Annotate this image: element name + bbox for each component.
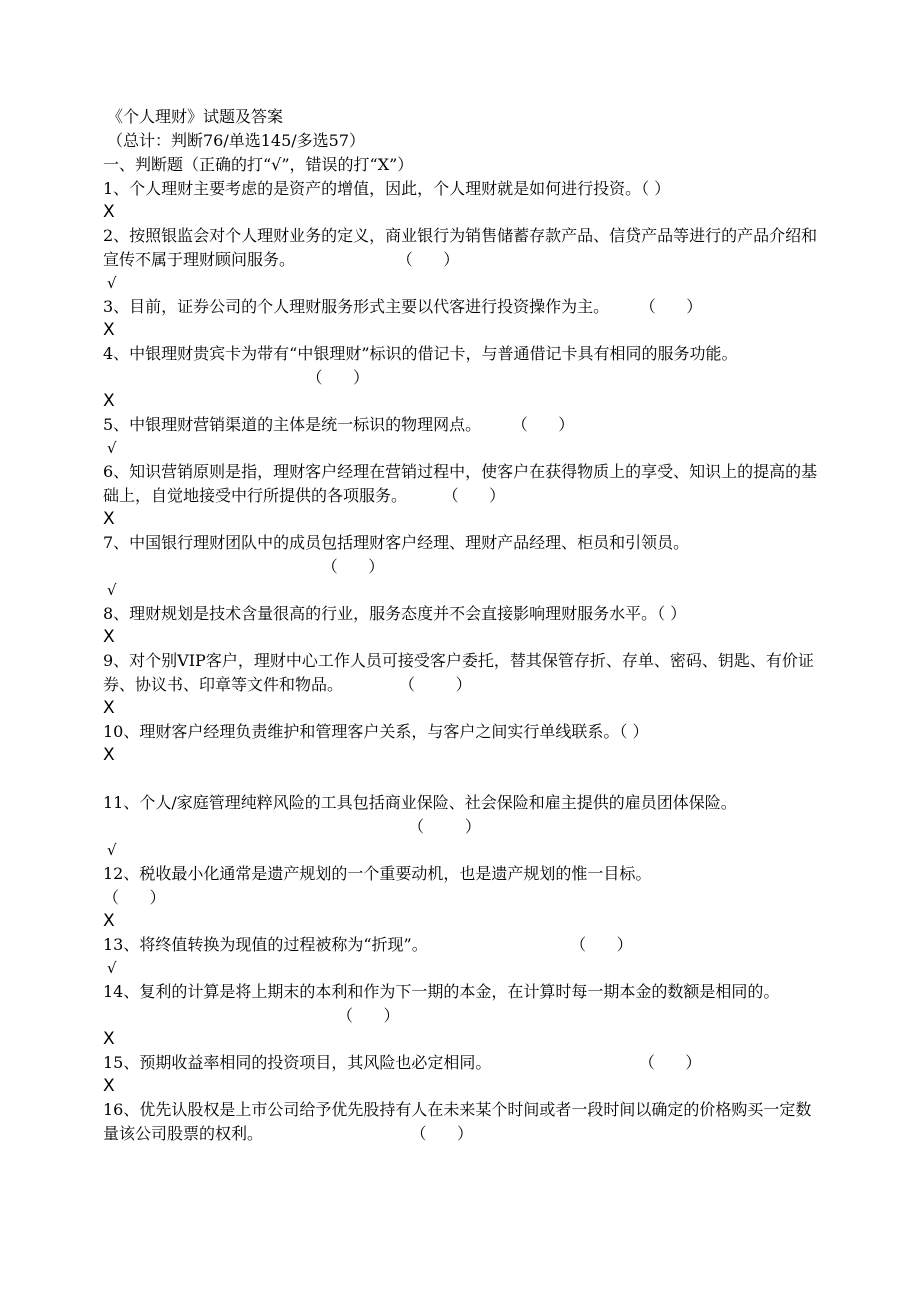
answer-blank: （ ） [103, 1006, 400, 1025]
answer-blank: （ ） [407, 486, 506, 505]
answer-9: X [103, 698, 115, 718]
question-10 [103, 720, 823, 744]
question-12 [103, 862, 823, 886]
blank-spacer [103, 767, 825, 791]
question-text: 9、对个别VIP客户，理财中心工作人员可接受客户委托，替其保管存折、存单、密码、钥匙、有价证券、协议书、印章等文件和物品。 [103, 651, 814, 694]
question-text: 3、目前，证券公司的个人理财服务形式主要以代客进行投资操作为主。 [103, 297, 610, 316]
question-8 [103, 602, 823, 626]
question-7 [103, 531, 823, 579]
question-11 [103, 791, 823, 839]
question-13 [103, 933, 823, 957]
question-5 [103, 413, 823, 437]
question-6 [103, 460, 823, 508]
question-2 [103, 224, 823, 272]
answer-blank: （ ） [103, 368, 369, 387]
answer-blank: （ ） [295, 250, 460, 269]
answer-1: X [103, 202, 115, 222]
question-3 [103, 295, 823, 319]
question-1 [103, 177, 823, 201]
answer-blank: （ ） [103, 817, 481, 836]
question-text: 16、优先认股权是上市公司给予优先股持有人在未来某个时间或者一段时间以确定的价格购买一定数量该公司股票的权利。 [103, 1100, 812, 1143]
answer-blank: （ ） [103, 888, 166, 907]
document-body [103, 105, 825, 1146]
question-text: 10、理财客户经理负责维护和管理客户关系，与客户之间实行单线联系。（ ） [103, 722, 649, 741]
question-text: 5、中银理财营销渠道的主体是统一标识的物理网点。 [103, 415, 482, 434]
question-text: 1、个人理财主要考虑的是资产的增值，因此，个人理财就是如何进行投资。（ ） [103, 179, 671, 198]
question-15 [103, 1051, 823, 1075]
question-text: 6、知识营销原则是指，理财客户经理在营销过程中，使客户在获得物质上的享受、知识上的提高的基础上，自觉地接受中行所提供的各项服务。 [103, 462, 818, 505]
question-text: 14、复利的计算是将上期末的本利和作为下一期的本金，在计算时每一期本金的数额是相同的。 [103, 982, 780, 1001]
question-text: 7、中国银行理财团队中的成员包括理财客户经理、理财产品经理、柜员和引领员。 [103, 533, 690, 552]
answer-blank: （ ） [609, 297, 703, 316]
question-4 [103, 342, 823, 390]
question-9 [103, 649, 823, 697]
answer-blank: （ ） [103, 557, 385, 576]
answer-6: X [103, 509, 115, 529]
answer-11: √ [107, 841, 117, 859]
question-text: 12、税收最小化通常是遗产规划的一个重要动机，也是遗产规划的惟一目标。 [103, 864, 652, 883]
section-heading: 一、判断题（正确的打“√”，错误的打“X”） [103, 155, 414, 174]
question-text: 13、将终值转换为现值的过程被称为“折现”。 [103, 935, 428, 954]
answer-blank: （ ） [491, 1053, 702, 1072]
document-title: 《个人理财》试题及答案 [107, 107, 284, 126]
question-text: 4、中银理财贵宾卡为带有“中银理财”标识的借记卡，与普通借记卡具有相同的服务功能。 [103, 344, 738, 363]
answer-7: √ [107, 581, 117, 599]
answer-5: √ [107, 439, 117, 457]
question-text: 2、按照银监会对个人理财业务的定义，商业银行为销售储蓄存款产品、信贷产品等进行的产品介绍和宣传不属于理财顾问服务。 [103, 226, 818, 269]
answer-13: √ [107, 959, 117, 977]
answer-blank: （ ） [481, 415, 575, 434]
answer-10: X [103, 745, 115, 765]
question-text: 15、预期收益率相同的投资项目，其风险也必定相同。 [103, 1053, 492, 1072]
answer-12: X [103, 911, 115, 931]
answer-blank: （ ） [427, 935, 633, 954]
answer-blank: （ ） [343, 675, 472, 694]
question-text: 11、个人/家庭管理纯粹风险的工具包括商业保险、社会保险和雇主提供的雇员团体保险。 [103, 793, 737, 812]
answer-4: X [103, 391, 115, 411]
answer-14: X [103, 1029, 115, 1049]
document-summary: （总计：判断76/单选145/多选57） [107, 131, 366, 150]
question-14 [103, 980, 823, 1028]
answer-2: √ [107, 274, 117, 292]
answer-15: X [103, 1076, 115, 1096]
question-text: 8、理财规划是技术含量很高的行业，服务态度并不会直接影响理财服务水平。（ ） [103, 604, 687, 623]
answer-3: X [103, 320, 115, 340]
answer-blank: （ ） [263, 1124, 474, 1143]
question-16 [103, 1098, 823, 1146]
answer-8: X [103, 627, 115, 647]
